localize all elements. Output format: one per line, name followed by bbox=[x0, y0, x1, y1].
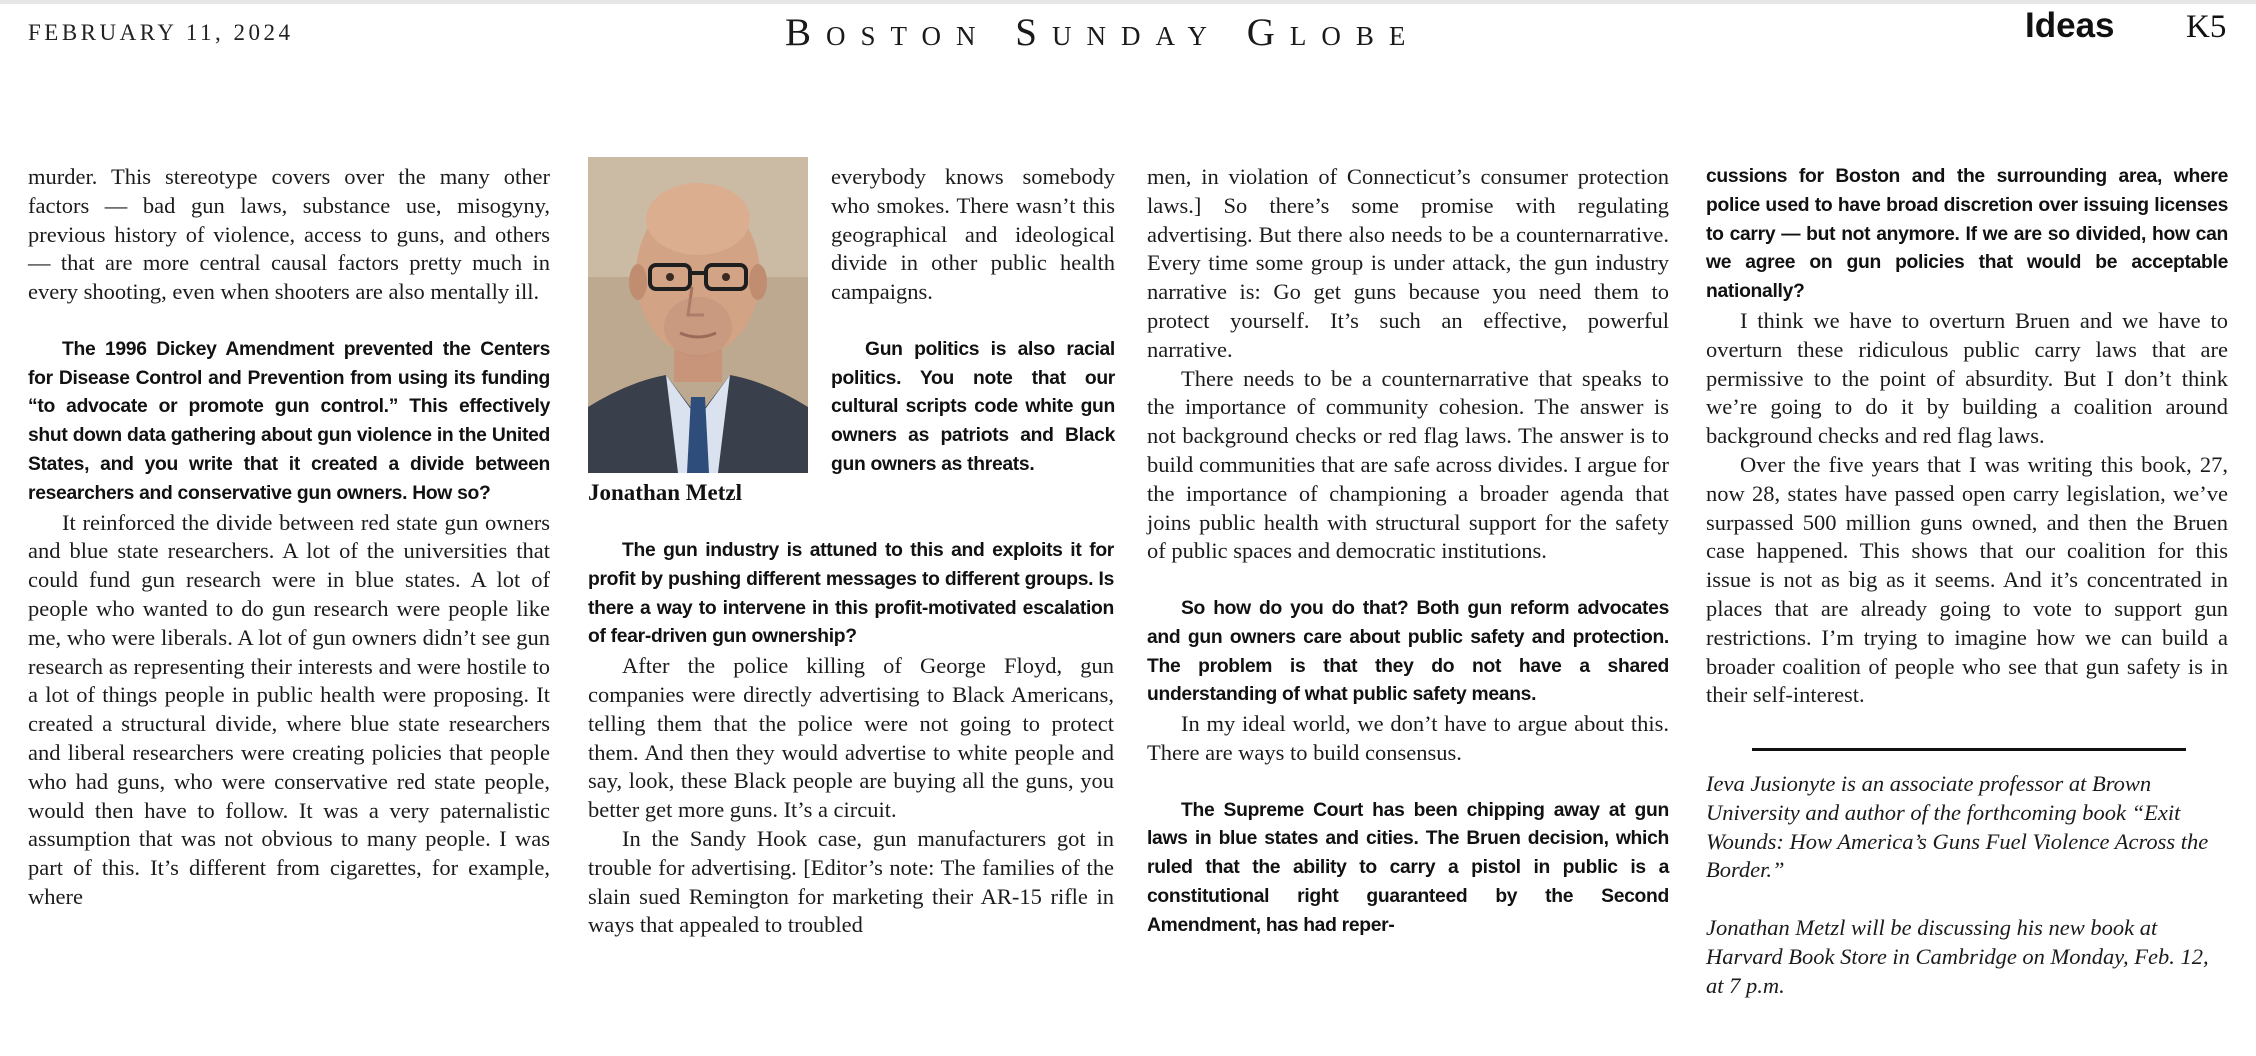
paragraph: everybody knows somebody who smokes. There wasn’t this geographical and ideological divide in other public health campaigns. bbox=[831, 164, 1115, 305]
masthead: Boston Sunday Globe bbox=[785, 11, 1421, 54]
paragraph: There needs to be a counternarrative that speaks to the importance of community cohesion. The answer is not background checks or red flag laws. The answer is to build communities that are safe across divides. I argue for the importance of championing a broader agenda that joins public health with structural support for the safety of public spaces and democratic institutions. bbox=[1147, 365, 1669, 564]
issue-date: FEBRUARY 11, 2024 bbox=[28, 20, 294, 45]
article-column-2-upper bbox=[831, 163, 1115, 480]
paragraph: murder. This stereotype covers over the many other factors — bad gun laws, substance use, misogyny, previous history of violence, access to guns, and others — that are more central causal factors pretty much in every shooting, even when shooters are also mentally ill. bbox=[28, 164, 550, 305]
paragraph: It reinforced the divide between red state gun owners and blue state researchers. A lot of the universities that could fund gun research were in blue states. A lot of people who wanted to do gun research were people like me, who were liberals. A lot of gun owners didn’t see gun research as representing their interests and were hostile to a lot of things people in public health were proposing. It created a structural divide, where blue state researchers and liberal researchers were creating policies that people who had guns, who were conservative red state people, would then have to follow. It was a very paternalistic assumption that was not obvious to many people. I was part of this. It’s different from cigarettes, for example, where bbox=[28, 509, 550, 909]
paragraph: In the Sandy Hook case, gun manufacturers got in trouble for advertising. [Editor’s note: The families of the slain sued Remington for marketing their AR-15 rifle in ways that appealed to troubled bbox=[588, 825, 1114, 938]
paragraph: After the police killing of George Floyd, gun companies were directly advertising to Black Americans, telling them that the police were not going to protect them. And then they would advertise to white people and say, look, these Black people are buying all the guns, you better get more guns. It’s a circuit. bbox=[588, 653, 1114, 823]
author-bio: Ieva Jusionyte is an associate professor at Brown University and author of the forthcoming book “Exit Wounds: How America’s Guns Fuel Violence Across the Border.” bbox=[1706, 771, 2209, 883]
interview-question: The gun industry is attuned to this and exploits it for profit by pushing different messages to different groups. Is there a way to intervene in this profit-motivated escalation of fear-driven gun ownership? bbox=[588, 540, 1114, 648]
section-label: Ideas bbox=[2025, 6, 2115, 45]
photo-caption: Jonathan Metzl bbox=[588, 480, 742, 505]
author-bios bbox=[1706, 770, 2228, 1000]
article-column-1 bbox=[28, 163, 550, 912]
divider-rule bbox=[1752, 748, 2186, 751]
interview-question: The Supreme Court has been chipping away at gun laws in blue states and cities. The Bruen decision, which ruled that the ability to carry a pistol in public is a constitutional right guaranteed by the Second Amendment, has had reper- bbox=[1147, 799, 1669, 936]
interview-question: So how do you do that? Both gun reform advocates and gun owners care about public safety and protection. The problem is that they do not have a shared understanding of what public safety means. bbox=[1147, 597, 1669, 706]
event-note: Jonathan Metzl will be discussing his new book at Harvard Book Store in Cambridge on Monday, Feb. 12, at 7 p.m. bbox=[1706, 914, 2209, 998]
paragraph: men, in violation of Connecticut’s consumer protection laws.] So there’s some promise with regulating advertising. But there also needs to be a counternarrative. Every time some group is under attack, the gun industry narrative is: Go get guns because you need them to protect yourself. It’s such an effective, powerful narrative. bbox=[1147, 164, 1669, 362]
article-column-3 bbox=[1147, 163, 1669, 941]
article-column-4 bbox=[1706, 163, 2228, 710]
top-border bbox=[0, 0, 2256, 4]
interview-question: The 1996 Dickey Amendment prevented the Centers for Disease Control and Prevention from using its funding “to advocate or promote gun control.” This effectively shut down data gathering about gun violence in the United States, and you write that it created a divide between researchers and conservative gun owners. How so? bbox=[28, 338, 550, 504]
paragraph: In my ideal world, we don’t have to argue about this. There are ways to build consensus. bbox=[1147, 711, 1669, 765]
author-photo bbox=[588, 157, 808, 473]
portrait-image bbox=[588, 157, 808, 473]
paragraph: Over the five years that I was writing this book, 27, now 28, states have passed open carry legislation, we’ve surpassed 500 million guns owned, and then the Bruen case happened. This shows that our coalition for this issue is not as big as it seems. And it’s concentrated in places that are already going to vote to support gun restrictions. I’m trying to imagine how we can build a broader coalition of people who see that gun safety is in their self-interest. bbox=[1706, 451, 2228, 708]
article-column-2-lower bbox=[588, 537, 1114, 940]
interview-question: cussions for Boston and the surrounding area, where police used to have broad discretion over issuing licenses to carry — but not anymore. If we are so divided, how can we agree on gun policies that would be acceptable nationally? bbox=[1706, 166, 2228, 303]
interview-question: Gun politics is also racial politics. You note that our cultural scripts code white gun owners as patriots and Black gun owners as threats. bbox=[831, 338, 1115, 475]
paragraph: I think we have to overturn Bruen and we have to overturn these ridiculous public carry laws that are permissive to the point of absurdity. But I don’t think we’re going to do it by building a coalition around background checks and red flag laws. bbox=[1706, 307, 2228, 449]
page-number: K5 bbox=[2186, 9, 2227, 45]
